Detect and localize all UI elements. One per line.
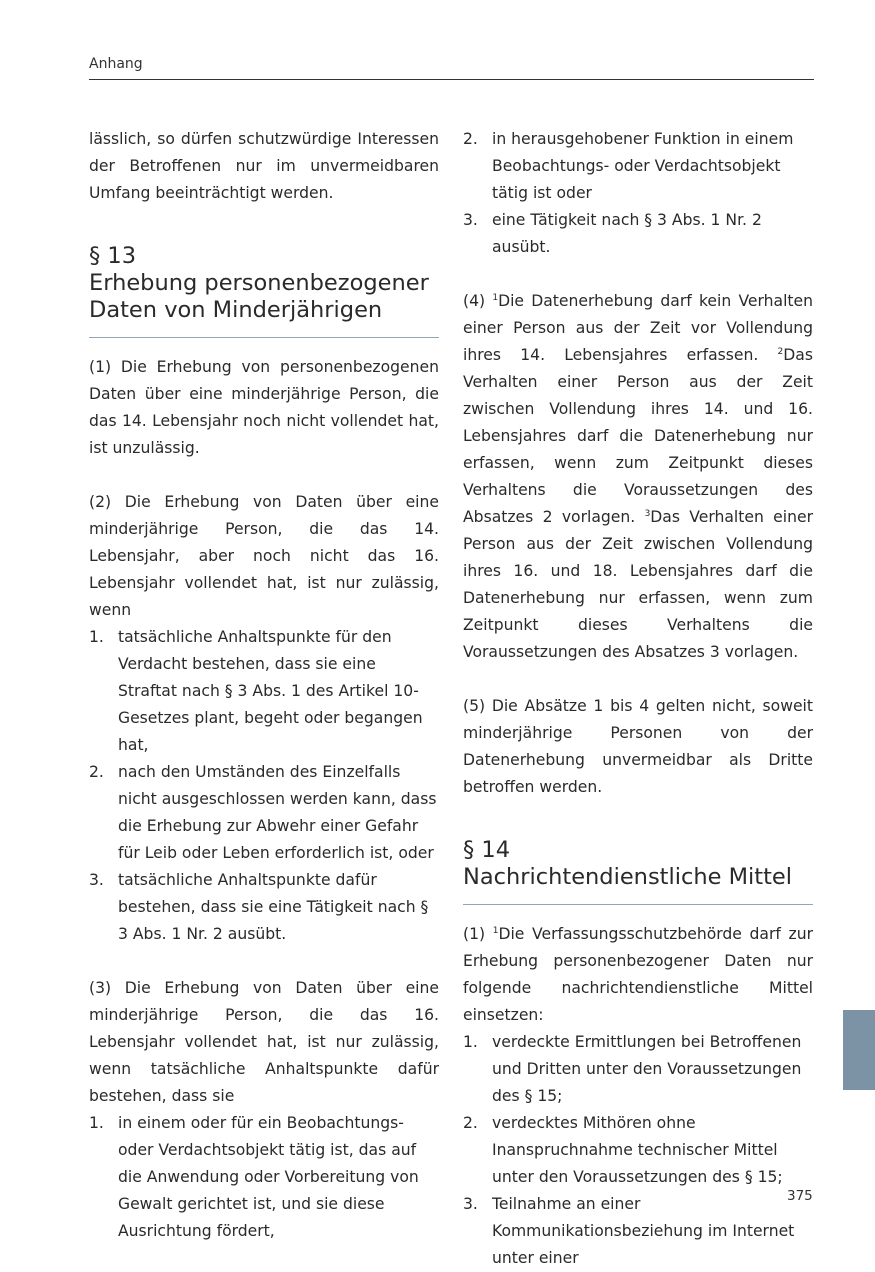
chapter-tab-marker	[843, 1010, 875, 1090]
page-number: 375	[787, 1188, 813, 1204]
s13-paragraph-5: (5) Die Absätze 1 bis 4 gelten nicht, soweit minderjährige Personen von der Datenerhebung unvermeidbar als Dritte betroffen werden.	[463, 697, 813, 796]
list-item: 2. in herausgehobener Funktion in einem Beobachtungs- oder Verdachtsobjekt tätig ist oder	[463, 130, 794, 202]
section-14-heading	[463, 837, 813, 891]
s14-means-list	[463, 1029, 813, 1272]
header-rule	[89, 79, 814, 80]
carryover-paragraph: lässlich, so dürfen schutzwürdige Interessen der Betroffenen nur im unvermeidbaren Umfang beeinträchtigt werden.	[89, 130, 439, 202]
list-item: 3. tatsächliche Anhaltspunkte dafür bestehen, dass sie eine Tätigkeit nach § 3 Abs. 1 Nr. 2 ausübt.	[89, 871, 429, 943]
s13-paragraph-1: (1) Die Erhebung von personenbezogenen Daten über eine minderjährige Person, die das 14. Lebensjahr noch nicht vollendet hat, ist unzulässig.	[89, 358, 439, 457]
list-item: 1. verdeckte Ermittlungen bei Betroffenen und Dritten unter den Voraussetzungen des § 15;	[463, 1033, 802, 1105]
section-13-title: Erhebung personenbezogener Daten von Minderjährigen	[89, 270, 429, 323]
list-item: 2. nach den Umständen des Einzelfalls nicht ausgeschlossen werden kann, dass die Erhebung zur Abwehr einer Gefahr für Leib oder Leben erforderlich ist, oder	[89, 763, 437, 862]
section-14-title: Nachrichtendienstliche Mittel	[463, 864, 793, 890]
running-head: Anhang	[89, 56, 143, 72]
section-14-rule	[463, 904, 813, 905]
section-13-number: § 13	[89, 243, 137, 269]
section-14-number: § 14	[463, 837, 511, 863]
section-13-rule	[89, 337, 439, 338]
s13-paragraph-4: (4) $^1$Die Datenerhebung darf kein Verhalten einer Person aus der Zeit vor Vollendung ihres 14. Lebensjahres erfassen. $^2$Das Verhalten einer Person aus der Zeit zwischen Vollendung ihres 14. und 16. Lebensjahres darf die Datenerhebung nur erfassen, wenn zum Zeitpunkt dieses Verhaltens die Voraussetzungen des Absatzes 2 vorlagen. $^3$Das Verhalten einer Person aus der Zeit zwischen Vollendung ihres 16. und 18. Lebensjahres darf die Datenerhebung nur erfassen, wenn zum Zeitpunkt dieses Verhaltens die Voraussetzungen des Absatzes 3 vorlagen.	[463, 292, 813, 661]
s13-paragraph-3-list-cont	[463, 126, 813, 261]
s13-paragraph-2-list	[89, 624, 439, 948]
s13-paragraph-2-intro: (2) Die Erhebung von Daten über eine minderjährige Person, die das 14. Lebensjahr, aber noch nicht das 16. Lebensjahr vollendet hat, ist nur zulässig, wenn	[89, 493, 439, 619]
s13-paragraph-3-list	[89, 1110, 439, 1245]
section-13-heading	[89, 243, 439, 324]
list-item: 1. tatsächliche Anhaltspunkte für den Verdacht bestehen, dass sie eine Straftat nach § 3 Abs. 1 des Artikel 10-Gesetzes plant, begeht oder begangen hat,	[89, 628, 423, 754]
left-column	[89, 126, 439, 1245]
list-item: 2. verdecktes Mithören ohne Inanspruchnahme technischer Mittel unter den Voraussetzungen des § 15;	[463, 1114, 783, 1186]
s13-paragraph-3-intro: (3) Die Erhebung von Daten über eine minderjährige Person, die das 16. Lebensjahr vollendet hat, ist nur zulässig, wenn tatsächliche Anhaltspunkte dafür bestehen, dass sie	[89, 979, 439, 1105]
right-column	[463, 126, 813, 1272]
list-item: 3. eine Tätigkeit nach § 3 Abs. 1 Nr. 2 ausübt.	[463, 211, 762, 256]
s14-paragraph-1: (1) $^1$Die Verfassungsschutzbehörde darf zur Erhebung personenbezogener Daten nur folgende nachrichtendienstliche Mittel einsetzen:	[463, 925, 813, 1024]
list-item: 1. in einem oder für ein Beobachtungs- oder Verdachtsobjekt tätig ist, das auf die Anwendung oder Vorbereitung von Gewalt gerichtet ist, und sie diese Ausrichtung fördert,	[89, 1114, 419, 1240]
list-item: 3. Teilnahme an einer Kommunikationsbeziehung im Internet unter einer	[463, 1195, 795, 1267]
